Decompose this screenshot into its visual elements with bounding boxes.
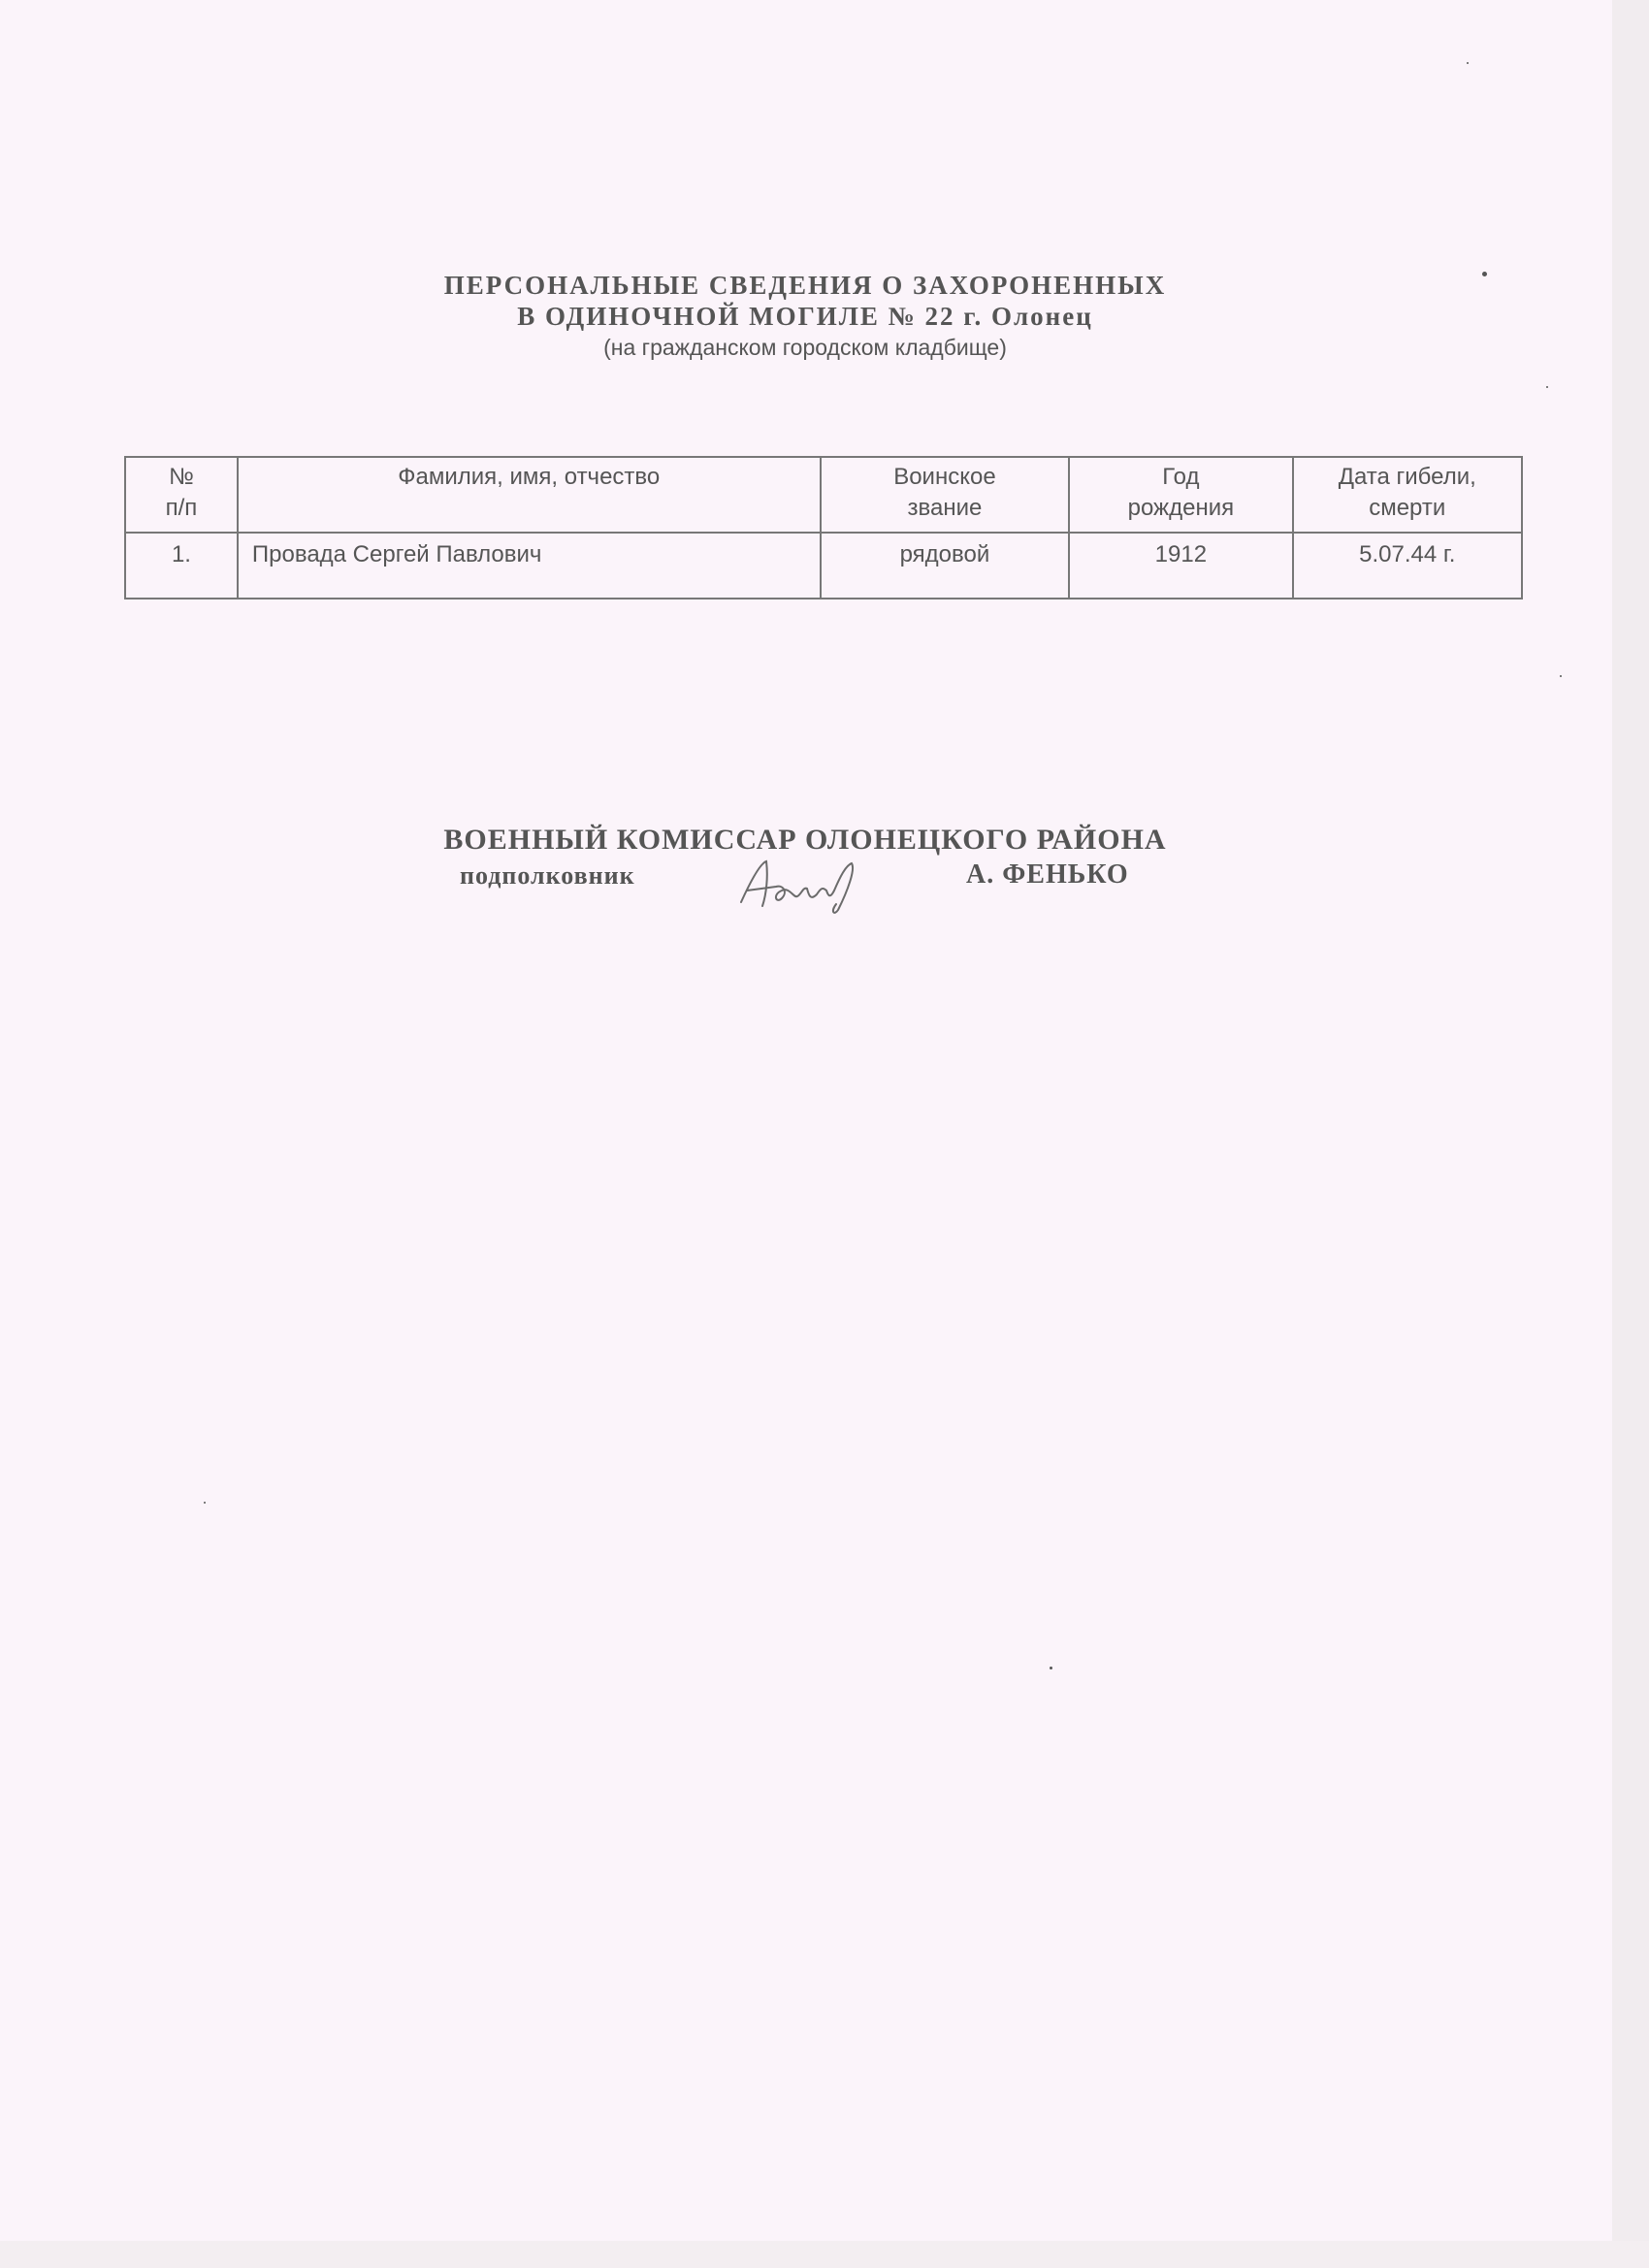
subtitle: (на гражданском городском кладбище) [603, 335, 1007, 360]
title-line-2: В ОДИНОЧНОЙ МОГИЛЕ № 22 г. Олонец [517, 302, 1093, 331]
header-name [238, 457, 821, 533]
cell-name: Провада Сергей Павлович [238, 533, 821, 599]
signer-rank: подполковник [460, 861, 635, 890]
scan-speck [1482, 272, 1487, 276]
table-row [125, 533, 1522, 599]
scan-speck [1050, 1667, 1052, 1669]
scan-edge-bottom [0, 2241, 1649, 2268]
signer-name: А. ФЕНЬКО [966, 859, 1129, 890]
scan-speck [204, 1502, 206, 1504]
header-num [125, 457, 238, 533]
cell-rank: рядовой [821, 533, 1070, 599]
header-date-line1: Дата гибели, [1338, 464, 1476, 490]
header-num-line1: № [169, 464, 194, 490]
header-num-line2: п/п [165, 495, 198, 521]
cell-date: 5.07.44 г. [1293, 533, 1523, 599]
commissar-title: ВОЕННЫЙ КОМИССАР ОЛОНЕЦКОГО РАЙОНА [443, 824, 1167, 856]
scan-speck [1546, 386, 1548, 388]
handwritten-signature [733, 852, 869, 920]
document-header [0, 270, 1610, 363]
header-year [1069, 457, 1292, 533]
title-line-1: ПЕРСОНАЛЬНЫЕ СВЕДЕНИЯ О ЗАХОРОНЕННЫХ [443, 271, 1167, 300]
header-rank [821, 457, 1070, 533]
header-year-line2: рождения [1127, 495, 1235, 521]
header-year-line1: Год [1162, 464, 1200, 490]
header-rank-line2: звание [907, 495, 983, 521]
cell-num: 1. [125, 533, 238, 599]
scan-edge-right [1612, 0, 1649, 2268]
scan-speck [1467, 62, 1469, 64]
cell-year: 1912 [1069, 533, 1292, 599]
header-name-label: Фамилия, имя, отчество [398, 464, 661, 490]
signature-line [0, 861, 1610, 920]
document-footer [0, 823, 1610, 890]
header-date [1293, 457, 1523, 533]
header-date-line2: смерти [1369, 495, 1446, 521]
scan-speck [1560, 675, 1562, 677]
header-rank-line1: Воинское [893, 464, 996, 490]
burials-table [124, 456, 1523, 599]
table-header-row [125, 457, 1522, 533]
